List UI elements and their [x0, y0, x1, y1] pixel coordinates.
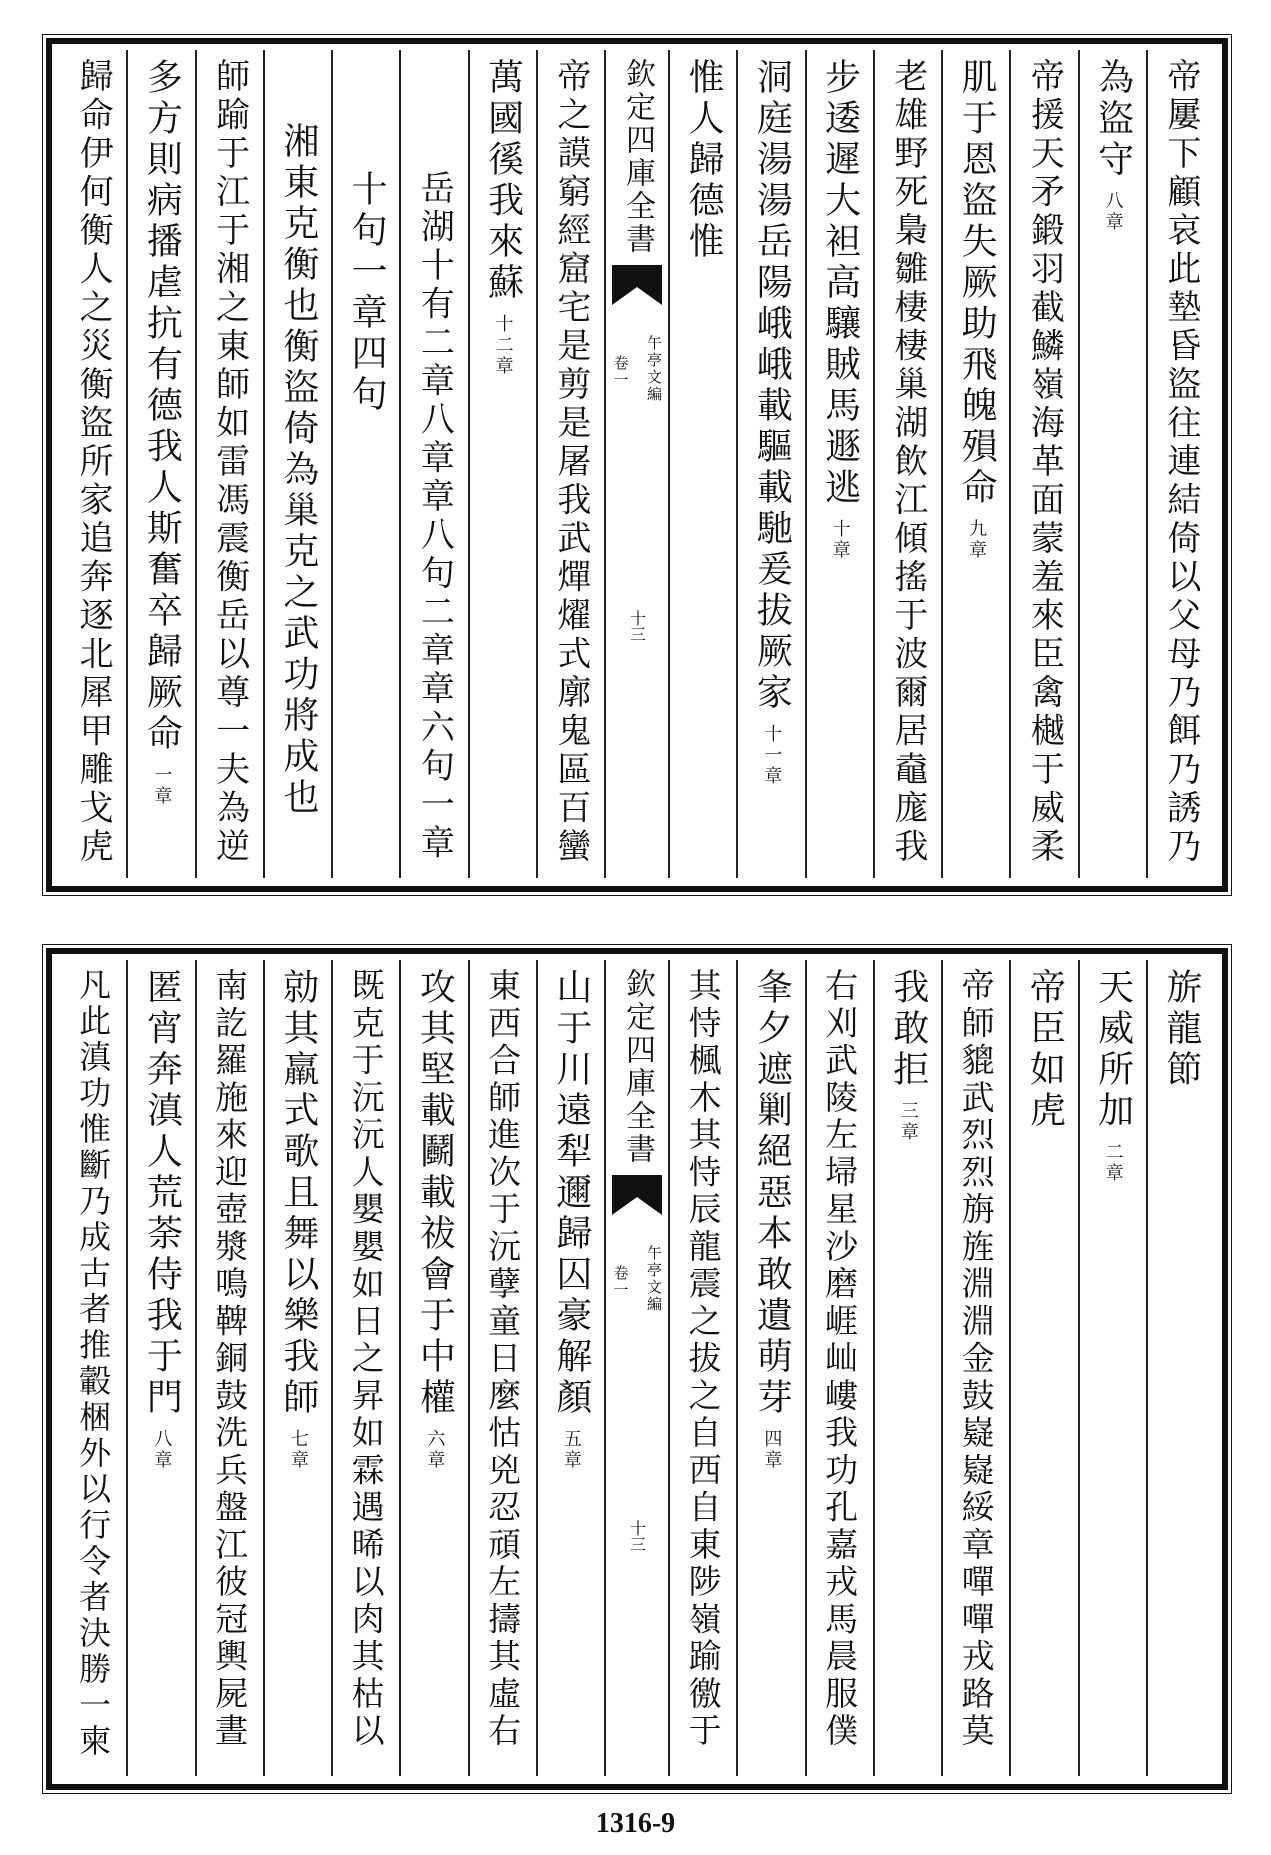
- chapter-note: 九章: [966, 519, 988, 561]
- chapter-note: 十一章: [761, 724, 783, 787]
- text-column: [126, 50, 194, 878]
- text-column: [126, 960, 194, 1776]
- verse-text: 湘東克衡也衡盜倚為巢克之武功將成也: [277, 122, 319, 819]
- text-column: [1146, 50, 1214, 878]
- verse-text: 歸命伊何衡人之災衡盜所家追奔逐北犀甲雕戈虎: [73, 58, 114, 867]
- chapter-note: 一章: [151, 765, 173, 807]
- fishtail-mark: [612, 265, 662, 305]
- column-text: [751, 968, 793, 1471]
- chapter-note: 八章: [151, 1429, 173, 1471]
- column-text: [887, 58, 928, 867]
- verse-text: 為盜守: [1092, 58, 1134, 181]
- column-text: [277, 968, 319, 1471]
- verse-text: 師踰于江于湘之東師如雷馮震衡岳以尊一夫為逆: [209, 58, 250, 867]
- verse-text: 東西合師進次于沅孽童日麼怙兇忍頑左擣其虛右: [483, 968, 523, 1751]
- verse-text: 帝臣如虎: [1024, 968, 1066, 1132]
- text-column: [941, 960, 1009, 1776]
- column-text: [1092, 968, 1134, 1184]
- text-column: [468, 960, 536, 1776]
- text-column: [668, 50, 736, 878]
- chapter-note: 十章: [829, 519, 851, 561]
- volume-title: 午亭文編: [645, 335, 663, 403]
- column-text: [1024, 968, 1066, 1132]
- text-column: [60, 960, 126, 1776]
- verse-text: 帝之謨窮經窟宅是剪是屠我武燀燿式廓鬼區百蠻: [550, 58, 591, 867]
- column-text: [887, 968, 929, 1143]
- verse-text: 其恃楓木其恃辰龍震之拔之自西自東陟嶺踰徼于: [683, 968, 723, 1751]
- verse-text: 帝援天矛鍛羽截鱗嶺海革面蒙羞來臣禽樾于威柔: [1024, 58, 1065, 867]
- text-column: [736, 50, 804, 878]
- center-fold-column: [604, 960, 668, 1776]
- column-text: [820, 968, 860, 1751]
- verse-text: 洞庭湯湯岳陽峨峨載驅載馳爰拔厥家: [751, 58, 793, 714]
- verse-text: 惟人歸德惟: [683, 58, 725, 263]
- column-text: [141, 968, 183, 1471]
- text-column: [263, 960, 331, 1776]
- text-column: [468, 50, 536, 878]
- column-text: [1160, 968, 1202, 1091]
- bottom-page-frame: [46, 948, 1228, 1790]
- verse-text: 右刈武陵左埽星沙磨崕屾嶁我功孔嘉戎馬晨服僕: [820, 968, 860, 1751]
- column-text: [346, 968, 386, 1751]
- text-column: [805, 50, 873, 878]
- text-column: [536, 960, 604, 1776]
- verse-text: 匿宵奔滇人荒荼侍我于門: [141, 968, 183, 1419]
- column-text: [209, 58, 250, 867]
- volume-title: 午亭文編: [645, 1245, 663, 1313]
- column-text: [1024, 58, 1065, 867]
- column-text: [1160, 58, 1201, 867]
- verse-text: 天威所加: [1092, 968, 1134, 1132]
- verse-text: 帝屢下顧哀此墊昏盜往連結倚以父母乃餌乃誘乃: [1160, 58, 1201, 867]
- column-text: [956, 58, 998, 561]
- column-text: [683, 58, 725, 263]
- text-column: [1009, 50, 1077, 878]
- chapter-note: 四章: [761, 1429, 783, 1471]
- text-column: [668, 960, 736, 1776]
- chapter-note: 八章: [1102, 191, 1124, 233]
- text-column: [536, 50, 604, 878]
- book-title: 欽定四庫全書: [620, 968, 655, 1166]
- verse-text: 既克于沅沅人嬰嬰如日之昇如霖遇晞以肉其枯以: [346, 968, 386, 1751]
- verse-text: 攻其堅載鬬載祓會于中權: [414, 968, 456, 1419]
- fishtail-mark: [612, 1175, 662, 1215]
- verse-text: 夆夕遮剿絕惡本敢遺萌芽: [751, 968, 793, 1419]
- text-column: [263, 50, 331, 878]
- verse-text: 旂龍節: [1160, 968, 1202, 1091]
- top-page-columns: [60, 50, 1214, 878]
- column-text: [414, 170, 455, 863]
- chapter-note: 六章: [424, 1429, 446, 1471]
- verse-text: 步逶遲大袒高驤賊馬遯逃: [819, 58, 861, 509]
- verse-text: 南訖羅施來迎壺漿鳴鞞銅鼓洗兵盤江彼冠輿屍晝: [210, 968, 250, 1751]
- verse-text: 十句一章四句: [346, 170, 388, 416]
- column-text: [483, 968, 523, 1751]
- text-column: [1078, 960, 1146, 1776]
- column-text: [74, 968, 113, 1760]
- column-text: [751, 58, 793, 787]
- leaf-number: 十三: [627, 610, 647, 642]
- verse-text: 山于川遠犁邇歸囚豪解顏: [550, 968, 592, 1419]
- column-text: [819, 58, 861, 561]
- column-text: [414, 968, 456, 1471]
- text-column: [805, 960, 873, 1776]
- footer-page-number: 1316-9: [595, 1808, 676, 1839]
- column-text: [683, 968, 723, 1751]
- text-column: [873, 960, 941, 1776]
- text-column: [736, 960, 804, 1776]
- volume-number: 卷一: [611, 355, 630, 389]
- column-text: [550, 58, 591, 867]
- verse-text: 老雄野死梟雛棲棲巢湖飲江傾搖于波爾居鼀庬我: [887, 58, 928, 867]
- bottom-page-columns: [60, 960, 1214, 1776]
- text-column: [399, 50, 467, 878]
- text-column: [1009, 960, 1077, 1776]
- column-text: [141, 58, 183, 807]
- verse-text: 多方則病播虐抗有德我人斯奮卒歸厥命: [141, 58, 183, 755]
- leaf-number: 十三: [627, 1520, 647, 1552]
- column-text: [1092, 58, 1134, 233]
- text-column: [1146, 960, 1214, 1776]
- chapter-note: 二章: [1102, 1142, 1124, 1184]
- text-column: [331, 960, 399, 1776]
- verse-text: 凡此滇功惟斷乃成古者推轂梱外以行令者決勝一柬: [74, 968, 113, 1760]
- column-text: [346, 170, 388, 416]
- chapter-note: 七章: [287, 1429, 309, 1471]
- center-fold-column: [604, 50, 668, 878]
- chapter-note: 五章: [560, 1429, 582, 1471]
- column-text: [956, 968, 996, 1751]
- text-column: [873, 50, 941, 878]
- text-column: [195, 960, 263, 1776]
- text-column: [399, 960, 467, 1776]
- column-text: [482, 58, 524, 377]
- verse-text: 岳湖十有二章八章章八句二章章六句一章: [414, 170, 455, 863]
- column-text: [277, 122, 319, 819]
- text-column: [941, 50, 1009, 878]
- top-page-frame: [46, 38, 1228, 892]
- text-column: [60, 50, 126, 878]
- chapter-note: 三章: [897, 1101, 919, 1143]
- chapter-note: 十二章: [492, 314, 514, 377]
- verse-text: 帝師貔武烈烈旃旌淵淵金鼓嶷嶷綏章嘽嘽戎路莫: [956, 968, 996, 1751]
- column-text: [550, 968, 592, 1471]
- text-column: [195, 50, 263, 878]
- column-text: [210, 968, 250, 1751]
- verse-text: 萬國徯我來蘇: [482, 58, 524, 304]
- text-column: [331, 50, 399, 878]
- verse-text: 勍其羸式歌且舞以樂我師: [277, 968, 319, 1419]
- verse-text: 肌于恩盜失厥助飛魄殞命: [956, 58, 998, 509]
- verse-text: 我敢拒: [887, 968, 929, 1091]
- text-column: [1078, 50, 1146, 878]
- book-title: 欽定四庫全書: [620, 58, 655, 256]
- column-text: [73, 58, 114, 867]
- volume-number: 卷一: [611, 1265, 630, 1299]
